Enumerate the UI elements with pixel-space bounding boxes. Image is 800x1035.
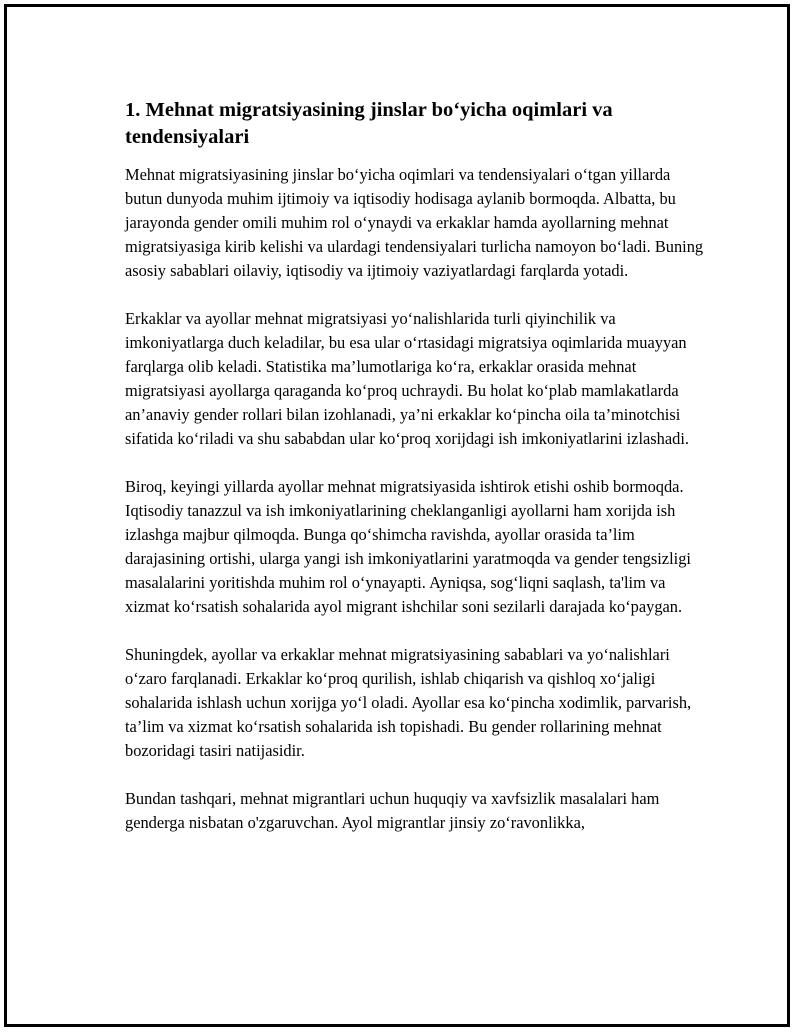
section-heading: 1. Mehnat migratsiyasining jinslar bo‘yicha oqimlari va tendensiyalari xyxy=(125,99,613,148)
paragraph-3: Biroq, keyingi yillarda ayollar mehnat migratsiyasida ishtirok etishi oshib bormoqda. Iqtisodiy tanazzul va ish imkoniyatlarining cheklanganligi ayollarni ham xorijda ish izlashga majbur qilmoqda. Bunga qo‘shimcha ravishda, ayollar orasida ta’lim darajasining ortishi, ularga yangi ish imkoniyatlarini yaratmoqda va gender tengsizligi masalalarini yoritishda muhim rol o‘ynayapti. Ayniqsa, sog‘liqni saqlash, ta'lim va xizmat ko‘rsatish sohalarida ayol migrant ishchilar soni sezilarli darajada ko‘paygan. xyxy=(125,477,691,616)
paragraph-1: Mehnat migratsiyasining jinslar bo‘yicha oqimlari va tendensiyalari o‘tgan yillarda butun dunyoda muhim ijtimoiy va iqtisodiy hodisaga aylanib bormoqda. Albatta, bu jarayonda gender omili muhim rol o‘ynaydi va erkaklar hamda ayollarning mehnat migratsiyasiga kirib kelishi va ulardagi tendensiyalari turlicha namoyon bo‘ladi. Buning asosiy sabablari oilaviy, iqtisodiy va ijtimoiy vaziyatlardagi farqlarda yotadi. xyxy=(125,165,704,280)
paragraph-2: Erkaklar va ayollar mehnat migratsiyasi yo‘nalishlarida turli qiyinchilik va imkoniyatlarga duch keladilar, bu esa ular o‘rtasidagi migratsiya oqimlarida muayyan farqlarga olib keladi. Statistika ma’lumotlariga ko‘ra, erkaklar orasida mehnat migratsiyasi ayollarga qaraganda ko‘proq uchraydi. Bu holat ko‘plab mamlakatlarda an’anaviy gender rollari bilan izohlanadi, ya’ni erkaklar ko‘pincha oila ta’minotchisi sifatida ko‘riladi va shu sababdan ular ko‘proq xorijdagi ish imkoniyatlarini izlashadi. xyxy=(125,309,689,448)
document-body xyxy=(125,97,705,859)
page-frame xyxy=(4,4,790,1027)
paragraph-5: Bundan tashqari, mehnat migrantlari uchun huquqiy va xavfsizlik masalalari ham genderga nisbatan o'zgaruvchan. Ayol migrantlar jinsiy zo‘ravonlikka, xyxy=(125,789,660,832)
paragraph-4: Shuningdek, ayollar va erkaklar mehnat migratsiyasining sabablari va yo‘nalishlari o‘zaro farqlanadi. Erkaklar ko‘proq qurilish, ishlab chiqarish va qishloq xo‘jaligi sohalarida ishlash uchun xorijga yo‘l oladi. Ayollar esa ko‘pincha xodimlik, parvarish, ta’lim va xizmat ko‘rsatish sohalarida ish topishadi. Bu gender rollarining mehnat bozoridagi tasiri natijasidir. xyxy=(125,645,692,760)
